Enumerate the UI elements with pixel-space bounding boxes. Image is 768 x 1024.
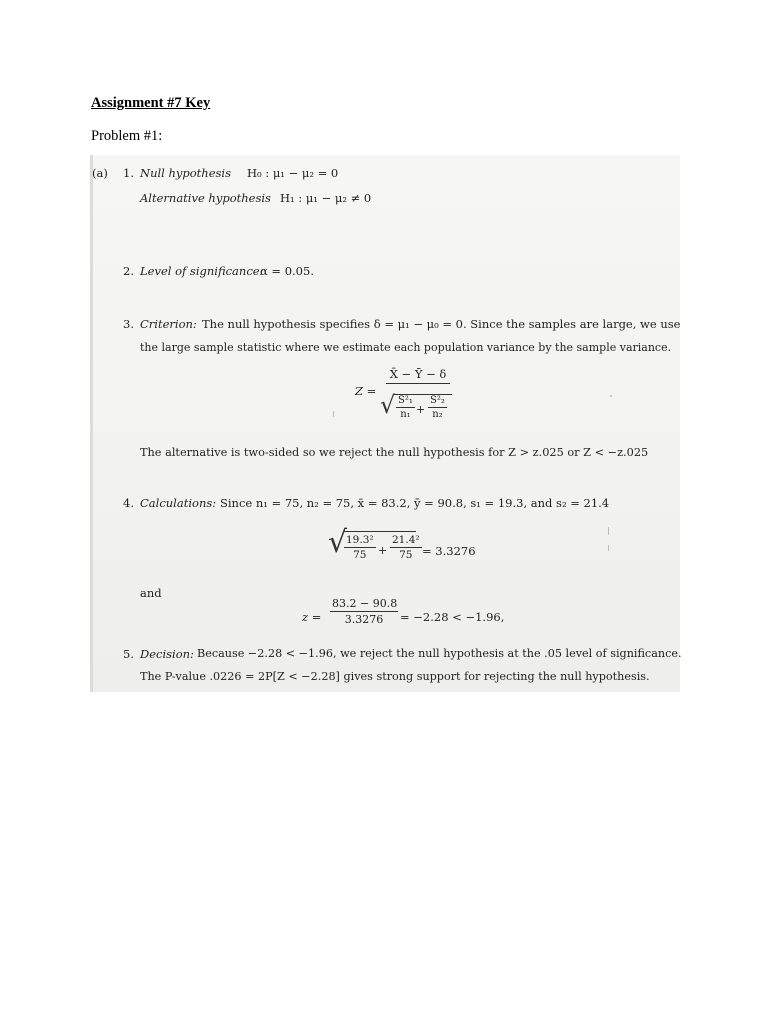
z-stat-numerator: 83.2 − 90.8 <box>332 597 398 610</box>
decision-line-2: The P-value .0226 = 2P[Z < −2.28] gives strong support for rejecting the null hypothesis. <box>140 670 650 683</box>
term-1-denominator: n₁ <box>400 409 411 420</box>
se-term-2-numerator: 21.4² <box>392 534 420 546</box>
criterion-conclusion: The alternative is two-sided so we reject the null hypothesis for Z > z.025 or Z < −z.025 <box>140 446 649 459</box>
part-label: (a) <box>92 166 108 180</box>
z-formula-lhs: Z = <box>355 384 377 398</box>
criterion-line-2: the large sample statistic where we estimate each population variance by the sample variance. <box>140 341 672 354</box>
alternative-hypothesis-expression: H₁ : μ₁ − μ₂ ≠ 0 <box>280 191 372 205</box>
se-term-2-denominator: 75 <box>399 549 413 561</box>
z-formula-term-1 <box>396 395 415 420</box>
se-term-1 <box>344 534 376 561</box>
calculations-line-1: Since n₁ = 75, n₂ = 75, x̄ = 83.2, ȳ = 90.8, s₁ = 19.3, and s₂ = 21.4 <box>220 496 610 510</box>
step-2-number: 2. <box>123 264 134 278</box>
sqrt-radical-icon: √ <box>380 391 396 419</box>
se-plus: + <box>378 544 388 557</box>
null-hypothesis-label: Null hypothesis <box>140 166 231 180</box>
se-term-2 <box>390 534 422 561</box>
term-1-numerator: S²₁ <box>398 395 413 406</box>
term-2-numerator: S²₂ <box>430 395 445 406</box>
and-connector: and <box>140 586 162 600</box>
z-formula-plus: + <box>416 403 426 416</box>
z-formula-numerator: X̄ − Ȳ − δ <box>386 367 450 384</box>
se-term-1-numerator: 19.3² <box>346 534 374 546</box>
scan-speck <box>333 411 334 417</box>
calculations-label: Calculations: <box>140 496 217 510</box>
step-4-number: 4. <box>123 496 134 510</box>
scan-speck <box>608 545 609 551</box>
problem-heading: Problem #1: <box>91 128 163 144</box>
z-stat-result: = −2.28 < −1.96, <box>400 610 505 624</box>
significance-value: α = 0.05. <box>260 264 314 278</box>
z-stat-lhs: z = <box>302 610 322 624</box>
sqrt-radical-icon: √ <box>328 525 348 560</box>
step-1-number: 1. <box>123 166 134 180</box>
alternative-hypothesis-label: Alternative hypothesis <box>140 191 271 205</box>
se-term-1-denominator: 75 <box>353 549 367 561</box>
z-formula-term-2 <box>428 395 447 420</box>
term-2-denominator: n₂ <box>432 409 443 420</box>
scanned-solution <box>90 155 680 692</box>
criterion-label: Criterion: <box>140 317 197 331</box>
scan-speck <box>608 527 609 535</box>
significance-label: Level of significance: <box>140 264 264 278</box>
null-hypothesis-expression: H₀ : μ₁ − μ₂ = 0 <box>247 166 339 180</box>
document-title: Assignment #7 Key <box>91 95 211 111</box>
criterion-line-1: The null hypothesis specifies δ = μ₁ − μ₀ = 0. Since the samples are large, we use <box>202 317 681 331</box>
scan-edge <box>90 155 93 692</box>
z-stat-denominator: 3.3276 <box>344 613 384 626</box>
step-3-number: 3. <box>123 317 134 331</box>
step-5-number: 5. <box>123 647 134 661</box>
decision-line-1: Because −2.28 < −1.96, we reject the null hypothesis at the .05 level of significance. <box>197 647 682 660</box>
decision-label: Decision: <box>140 647 194 661</box>
scan-speck <box>610 395 612 397</box>
se-result: = 3.3276 <box>422 544 476 558</box>
z-stat-fraction <box>330 597 398 626</box>
